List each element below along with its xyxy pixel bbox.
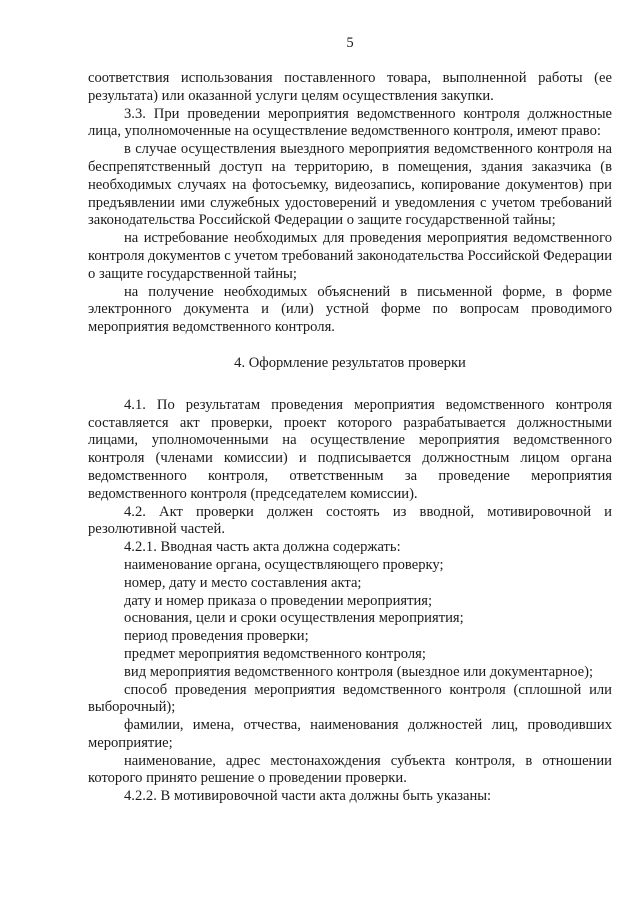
paragraph: 4.1. По результатам проведения мероприятия ведомственного контроля составляется акт проверки, проект которого разрабатывается должностными лицами, уполномоченными на осуществление мероприятия ведомственного контроля (членами комиссии) и подписывается должностным лицом органа ведомственного контроля, ответственным за проведение мероприятия ведомственного контроля (председателем комиссии). xyxy=(88,396,612,502)
paragraph: соответствия использования поставленного товара, выполненной работы (ее результата) или оказанной услуги целям осуществления закупки. xyxy=(88,70,612,104)
paragraph: 4.2.2. В мотивировочной части акта должны быть указаны: xyxy=(124,788,492,805)
list-item: основания, цели и сроки осуществления мероприятия; xyxy=(124,610,464,627)
paragraph: 3.3. При проведении мероприятия ведомственного контроля должностные лица, уполномоченные на осуществление ведомственного контроля, имеют право: xyxy=(88,105,612,140)
paragraph: 4.2. Акт проверки должен состоять из вводной, мотивировочной и резолютивной частей. xyxy=(88,503,612,538)
list-item: период проведения проверки; xyxy=(124,628,309,645)
list-item: наименование, адрес местонахождения субъекта контроля, в отношении которого принято решение о проведении проверки. xyxy=(88,752,612,787)
paragraph: в случае осуществления выездного мероприятия ведомственного контроля на беспрепятственный доступ на территорию, в помещения, здания заказчика (в необходимых случаях на фотосъемку, видеозапись, копирование документов) при предъявлении ими служебных удостоверений и уведомления с учетом требований законодательства Российской Федерации о защите государственной тайны; xyxy=(88,141,612,229)
list-item: фамилии, имена, отчества, наименования должностей лиц, проводивших мероприятие; xyxy=(88,717,612,751)
paragraph: 4.2.1. Вводная часть акта должна содержать: xyxy=(124,539,401,556)
paragraph: на получение необходимых объяснений в письменной форме, в форме электронного документа и (или) устной форме по вопросам проводимого мероприятия ведомственного контроля. xyxy=(88,283,612,336)
list-item: предмет мероприятия ведомственного контроля; xyxy=(124,645,426,662)
list-item: дату и номер приказа о проведении мероприятия; xyxy=(124,592,433,609)
list-item: вид мероприятия ведомственного контроля (выездное или документарное); xyxy=(124,663,594,680)
page-number: 5 xyxy=(346,35,354,51)
list-item: номер, дату и место составления акта; xyxy=(124,574,362,591)
list-item: способ проведения мероприятия ведомственного контроля (сплошной или выборочный); xyxy=(88,681,612,716)
document-page xyxy=(88,34,612,806)
list-item: наименование органа, осуществляющего проверку; xyxy=(124,556,444,573)
section-3-text xyxy=(88,70,612,337)
section-heading: 4. Оформление результатов проверки xyxy=(234,354,466,371)
paragraph: на истребование необходимых для проведения мероприятия ведомственного контроля документов с учетом требований законодательства Российской Федерации о защите государственной тайны; xyxy=(88,230,613,282)
section-4-text xyxy=(88,397,612,806)
